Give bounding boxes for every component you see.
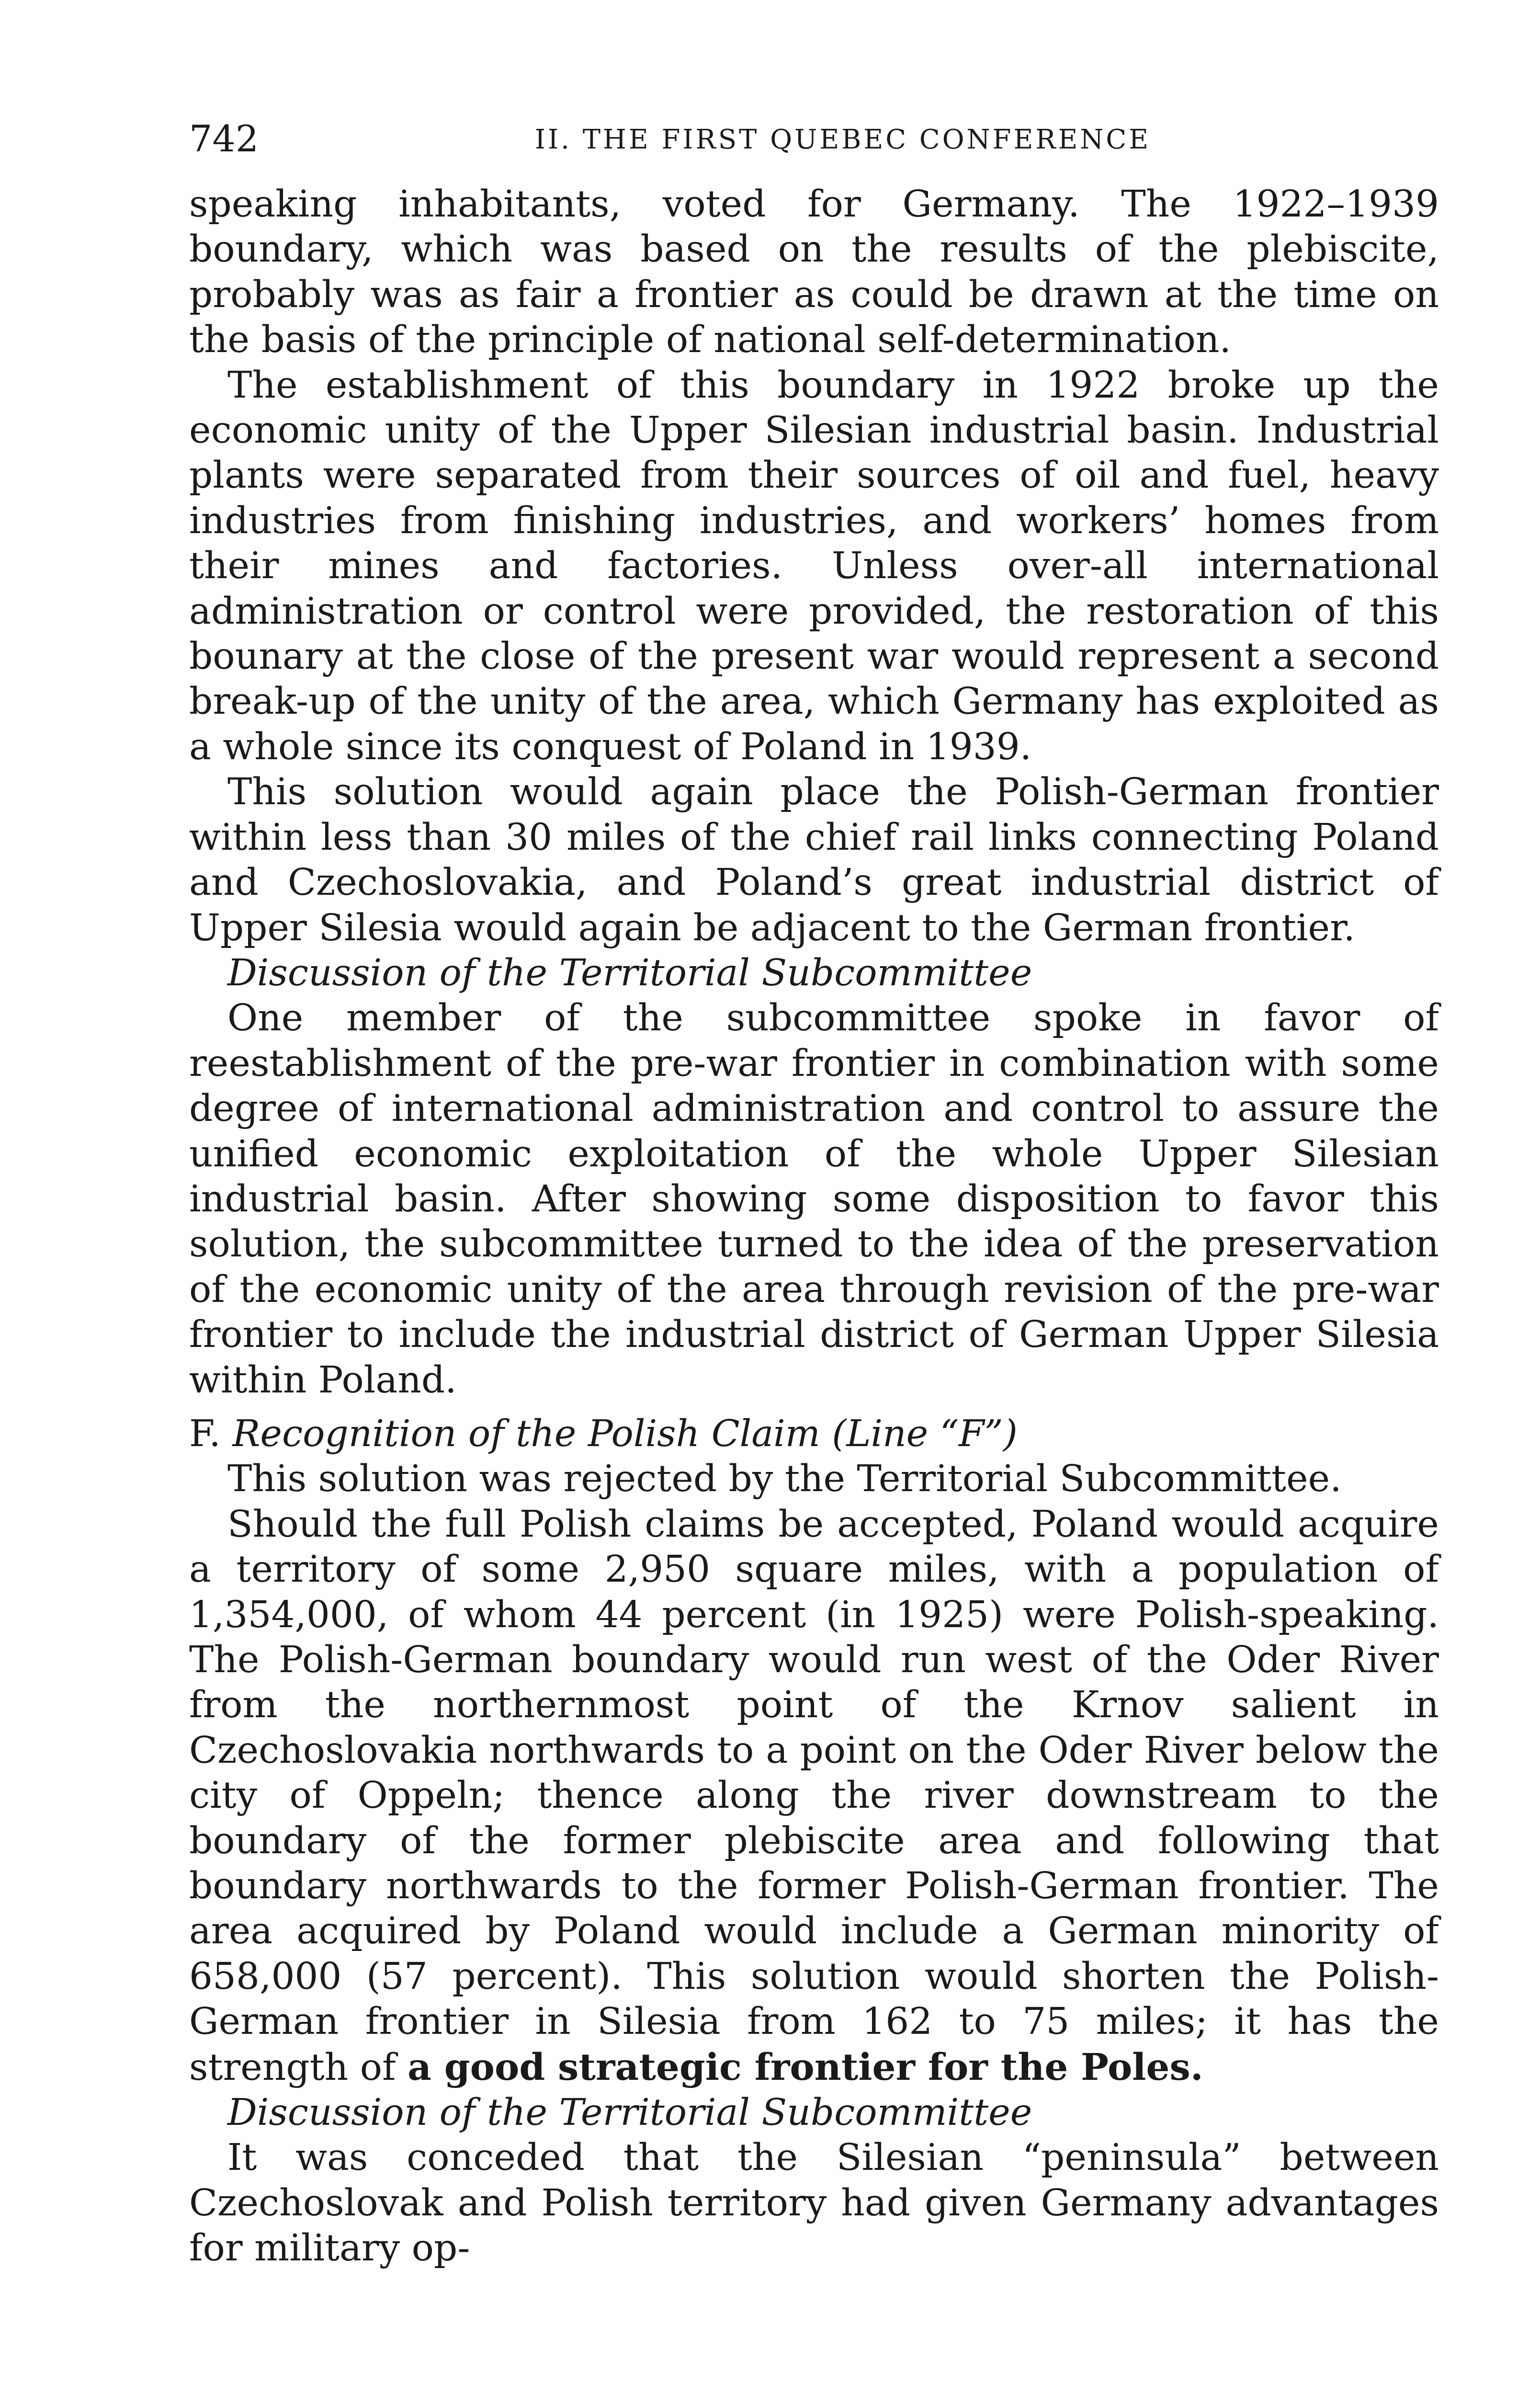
section-f-letter: F. xyxy=(189,1412,221,1455)
paragraph-7: It was conceded that the Silesian “peninsula” between Czechoslovak and Polish territory had given Germany advantages for military op- xyxy=(189,2136,1439,2270)
page-header xyxy=(189,115,1439,172)
section-f-heading xyxy=(189,1412,1439,1457)
paragraph-3: This solution would again place the Polish-German frontier within less than 30 miles of the chief rail links connecting Poland and Czechoslovakia, and Poland’s great industrial district of Upper Silesia would again be adjacent to the German frontier. xyxy=(189,771,1439,949)
subheading-discussion-1: Discussion of the Territorial Subcommittee xyxy=(227,951,1032,994)
paragraph-1: speaking inhabitants, voted for Germany. The 1922–1939 boundary, which was based on the results of the plebiscite, probably was as fair a frontier as could be drawn at the time on the basis of the principle of national self-determination. xyxy=(189,183,1439,362)
body-text xyxy=(189,182,1439,2271)
paragraph-6-main: Should the full Polish claims be accepted, Poland would acquire a territory of some 2,950 square miles, with a population of 1,354,000, of whom 44 percent (in 1925) were Polish-speaking. The Polish-German boundary would run west of the Oder River from the northernmost point of the Krnov salient in Czechoslovakia northwards to a point on the Oder River below the city of Oppeln; thence along the river downstream to the boundary of the former plebiscite area and following that boundary northwards to the former Polish-German frontier. The area acquired by Poland would include a German minority of 658,000 (57 percent). This solution would shorten the Polish-German frontier in Silesia from 162 to 75 miles; it has the strength of xyxy=(189,1503,1439,2089)
paragraph-5: This solution was rejected by the Territorial Subcommittee. xyxy=(227,1458,1342,1501)
subheading-discussion-2: Discussion of the Territorial Subcommittee xyxy=(227,2091,1032,2134)
paragraph-6-tail: a good strategic frontier for the Poles. xyxy=(408,2045,1203,2089)
document-page xyxy=(189,115,1439,2271)
page-number: 742 xyxy=(189,117,259,160)
paragraph-4: One member of the subcommittee spoke in favor of reestablishment of the pre-war frontier in combination with some degree of international administration and control to assure the unified economic exploitation of the whole Upper Silesian industrial basin. After showing some disposition to favor this solution, the subcommittee turned to the idea of the preservation of the economic unity of the area through revision of the pre-war frontier to include the industrial district of German Upper Silesia within Poland. xyxy=(189,997,1439,1402)
paragraph-2: The establishment of this boundary in 1922 broke up the economic unity of the Upper Silesian industrial basin. Industrial plants were separated from their sources of oil and fuel, heavy industries from finishing industries, and workers’ homes from their mines and factories. Unless over-all international administration or control were provided, the restoration of this bounary at the close of the present war would represent a second break-up of the unity of the area, which Germany has exploited as a whole since its conquest of Poland in 1939. xyxy=(189,364,1439,768)
section-f-title: Recognition of the Polish Claim (Line “F”) xyxy=(232,1412,1018,1455)
paragraph-6 xyxy=(189,1502,1439,2090)
running-head: II. THE FIRST QUEBEC CONFERENCE xyxy=(534,124,1151,155)
